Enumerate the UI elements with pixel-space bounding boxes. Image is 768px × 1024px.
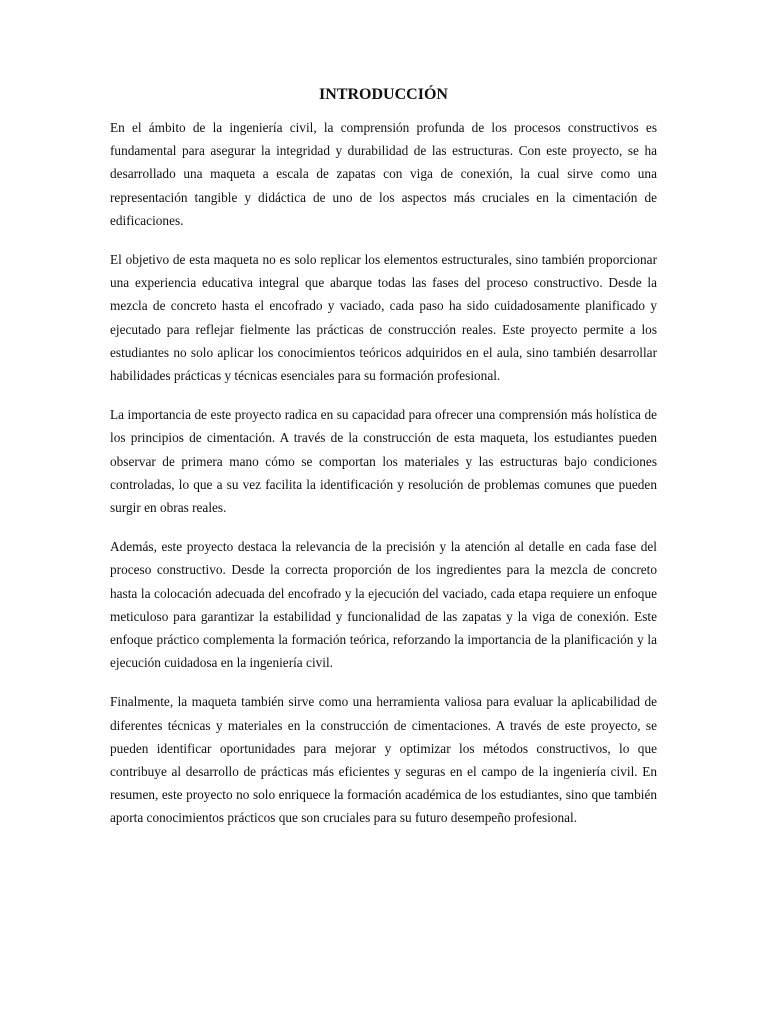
paragraph-2: El objetivo de esta maqueta no es solo replicar los elementos estructurales, sino también proporcionar una experiencia educativa integral que abarque todas las fases del proceso constructivo. Desde la mezcla de concreto hasta el encofrado y vaciado, cada paso ha sido cuidadosamente planificado y ejecutado para reflejar fielmente las prácticas de construcción reales. Este proyecto permite a los estudiantes no solo aplicar los conocimientos teóricos adquiridos en el aula, sino también desarrollar habilidades prácticas y técnicas esenciales para su formación profesional. <box>110 252 657 384</box>
paragraph-4: Además, este proyecto destaca la relevancia de la precisión y la atención al detalle en cada fase del proceso constructivo. Desde la correcta proporción de los ingredientes para la mezcla de concreto hasta la colocación adecuada del encofrado y la ejecución del vaciado, cada etapa requiere un enfoque meticuloso para garantizar la estabilidad y funcionalidad de las zapatas y la viga de conexión. Este enfoque práctico complementa la formación teórica, reforzando la importancia de la planificación y la ejecución cuidadosa en la ingeniería civil. <box>110 539 657 671</box>
paragraph-1: En el ámbito de la ingeniería civil, la comprensión profunda de los procesos constructivos es fundamental para asegurar la integridad y durabilidad de las estructuras. Con este proyecto, se ha desarrollado una maqueta a escala de zapatas con viga de conexión, la cual sirve como una representación tangible y didáctica de uno de los aspectos más cruciales en la cimentación de edificaciones. <box>110 120 657 228</box>
document-page <box>110 84 657 846</box>
paragraph-3: La importancia de este proyecto radica en su capacidad para ofrecer una comprensión más holística de los principios de cimentación. A través de la construcción de esta maqueta, los estudiantes pueden observar de primera mano cómo se comportan los materiales y las estructuras bajo condiciones controladas, lo que a su vez facilita la identificación y resolución de problemas comunes que pueden surgir en obras reales. <box>110 407 657 516</box>
paragraph-5: Finalmente, la maqueta también sirve como una herramienta valiosa para evaluar la aplicabilidad de diferentes técnicas y materiales en la construcción de cimentaciones. A través de este proyecto, se pueden identificar oportunidades para mejorar y optimizar los métodos constructivos, lo que contribuye al desarrollo de prácticas más eficientes y seguras en el campo de la ingeniería civil. En resumen, este proyecto no solo enriquece la formación académica de los estudiantes, sino que también aporta conocimientos prácticos que son cruciales para su futuro desempeño profesional. <box>110 694 657 826</box>
page-title: INTRODUCCIÓN <box>319 86 448 103</box>
